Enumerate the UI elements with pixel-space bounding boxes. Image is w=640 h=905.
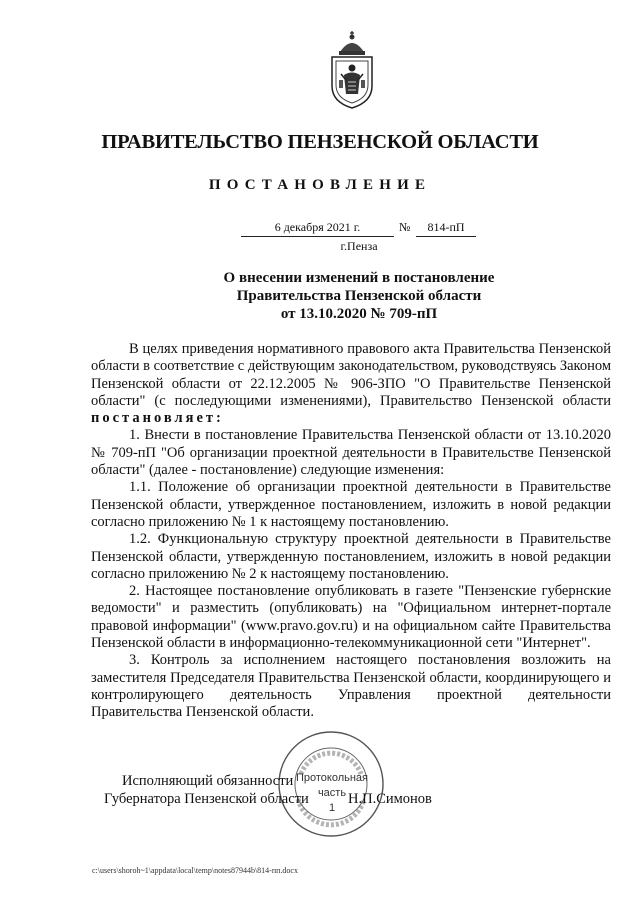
paragraph-2: 2. Настоящее постановление опубликовать в газете "Пензенские губернские ведомости" и разместить (опубликовать) на "Официальном интернет-портале правовой информации" (www.pravo.gov.ru) и на официальном сайте Правительства Пензенской области в информационно-телекоммуникационной сети "Интернет". [91, 583, 611, 652]
document-subject [0, 269, 640, 323]
paragraph-intro [91, 341, 611, 427]
paragraph-1: 1. Внести в постановление Правительства Пензенской области от 13.10.2020 № 709-пП "Об организации проектной деятельности в Правительстве Пензенской области" (далее - постановление) следующие изменения: [91, 427, 611, 479]
resolves-word: постановляет: [91, 410, 224, 427]
government-title: ПРАВИТЕЛЬСТВО ПЕНЗЕНСКОЙ ОБЛАСТИ [101, 131, 539, 153]
paragraph-1-2: 1.2. Функциональную структуру проектной деятельности в Правительстве Пензенской области, утвержденную постановлением, изложить в новой редакции согласно приложению № 2 к настоящему постановлению. [91, 531, 611, 582]
intro-text: В целях приведения нормативного правового акта Правительства Пензенской области в соответствие с действующим законодательством, руководствуясь Законом Пензенской области от 22.12.2005 № 906-ЗПО "О Правительстве Пензенской области" (с последующими изменениями), Правительство Пензенской области [91, 341, 612, 409]
document-type: ПОСТАНОВЛЕНИЕ [208, 177, 432, 193]
document-city: г.Пенза [340, 239, 378, 253]
signatory-name: Н.П.Симонов [348, 791, 432, 807]
subject-line-3: от 13.10.2020 № 709-пП [280, 306, 438, 322]
signatory-position-line-1: Исполняющий обязанности [122, 773, 294, 789]
subject-line-1: О внесении изменений в постановление [223, 270, 495, 286]
paragraph-3: 3. Контроль за исполнением настоящего постановления возложить на заместителя Председателя Правительства Пензенской области, координирующего и контролирующего деятельность Управления проектной деятельности Правительства Пензенской области. [91, 652, 611, 721]
stamp-line-2: часть [317, 787, 347, 799]
document-date: 6 декабря 2021 г. [241, 220, 394, 237]
stamp-line-3: 1 [328, 802, 336, 814]
signatory-position-line-2: Губернатора Пензенской области [104, 791, 309, 807]
subject-line-2: Правительства Пензенской области [236, 288, 482, 304]
coat-of-arms-icon [324, 30, 380, 110]
stamp-line-1: Протокольная [295, 772, 369, 784]
paragraph-1-1: 1.1. Положение об организации проектной деятельности в Правительстве Пензенской области, утвержденное постановлением, изложить в новой редакции согласно приложению № 1 к настоящему постановлению. [91, 479, 611, 530]
file-path-footer: c:\users\shoroh~1\appdata\local\temp\notes87944b\814-пп.docx [92, 866, 298, 875]
document-number: 814-пП [416, 220, 476, 237]
number-sign: № [399, 220, 411, 234]
document-body [91, 341, 611, 722]
